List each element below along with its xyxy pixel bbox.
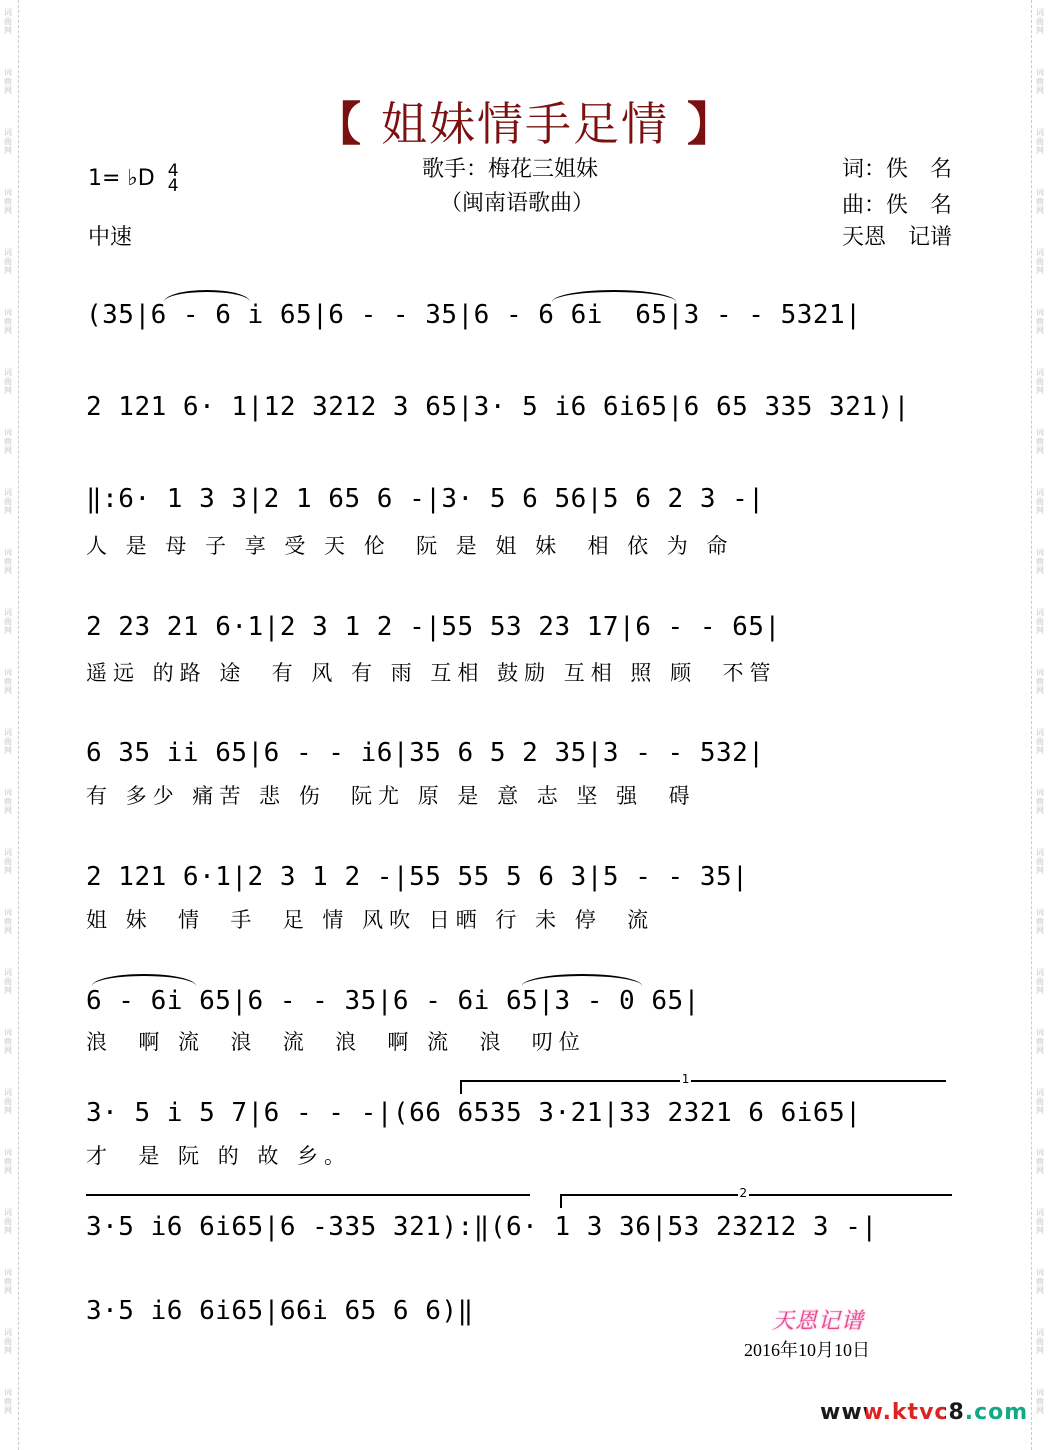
watermark-text: 词曲网 <box>4 128 12 155</box>
watermark-text: 词曲网 <box>4 428 12 455</box>
watermark-text: 词曲网 <box>4 368 12 395</box>
watermark-text: 词曲网 <box>4 68 12 95</box>
watermark-text: 词曲网 <box>4 308 12 335</box>
watermark-text: 词曲网 <box>4 1148 12 1175</box>
composer: 曲：佚 名 <box>842 193 953 218</box>
watermark-text: 词曲网 <box>1036 968 1044 995</box>
watermark-text: 词曲网 <box>1036 368 1044 395</box>
watermark-text: 词曲网 <box>1036 1388 1044 1415</box>
watermark-text: 词曲网 <box>4 8 12 35</box>
title-right-bracket: 】 <box>687 97 735 151</box>
transcriber: 天恩 记谱 <box>842 225 953 250</box>
watermark-text: 词曲网 <box>4 1268 12 1295</box>
website-url[interactable] <box>820 1400 1028 1425</box>
score-line-7-lyrics: 浪 啊 流 浪 流 浪 啊 流 浪 叨位 <box>86 1030 586 1054</box>
score-line-2-notes: 2 121 6· 1|12 3212 3 65|3· 5 i6 6i65|6 65 335 321)| <box>86 392 910 422</box>
watermark-text: 词曲网 <box>4 968 12 995</box>
watermark-text: 词曲网 <box>1036 1148 1044 1175</box>
watermark-text: 词曲网 <box>4 728 12 755</box>
lyricist: 词：佚 名 <box>842 157 953 182</box>
transcriber-signature: 天恩记谱 <box>772 1309 865 1334</box>
watermark-text: 词曲网 <box>4 608 12 635</box>
watermark-text: 词曲网 <box>4 188 12 215</box>
watermark-text: 词曲网 <box>4 1028 12 1055</box>
title-text: 姐妹情手足情 <box>381 97 669 151</box>
score-line-4-notes: 2 23 21 6·1|2 3 1 2 -|55 53 23 17|6 - - 65| <box>86 612 781 642</box>
watermark-text: 词曲网 <box>1036 608 1044 635</box>
watermark-text: 词曲网 <box>1036 1028 1044 1055</box>
watermark-text: 词曲网 <box>4 248 12 275</box>
website-text: www.ktvc8.com <box>820 1400 1029 1425</box>
time-sig-bottom: 4 <box>167 176 179 196</box>
watermark-text: 词曲网 <box>4 548 12 575</box>
score-line-5-notes: 6 35 ii 65|6 - - i6|35 6 5 2 35|3 - - 532| <box>86 738 765 768</box>
watermark-text: 词曲网 <box>1036 1328 1044 1355</box>
watermark-text: 词曲网 <box>4 848 12 875</box>
genre: （闽南语歌曲） <box>440 191 595 216</box>
song-title <box>0 88 1050 154</box>
singer: 歌手：梅花三姐妹 <box>422 157 599 182</box>
watermark-text: 词曲网 <box>1036 788 1044 815</box>
time-sig-top: 4 <box>167 161 179 181</box>
watermark-text: 词曲网 <box>4 908 12 935</box>
watermark-text: 词曲网 <box>4 668 12 695</box>
watermark-text: 词曲网 <box>1036 8 1044 35</box>
slur <box>164 290 250 302</box>
second-ending-number: 2 <box>739 1186 748 1200</box>
score-line-7-notes: 6 - 6i 65|6 - - 35|6 - 6i 65|3 - 0 65| <box>86 986 700 1016</box>
first-ending-continuation <box>86 1194 530 1208</box>
score-line-5-lyrics: 有 多少 痛苦 悲 伤 阮尤 原 是 意 志 坚 强 碍 <box>86 784 696 808</box>
watermark-text: 词曲网 <box>4 1328 12 1355</box>
first-ending-number: 1 <box>681 1072 690 1086</box>
watermark-text: 词曲网 <box>1036 1208 1044 1235</box>
watermark-text: 词曲网 <box>4 1208 12 1235</box>
watermark-text: 词曲网 <box>1036 728 1044 755</box>
first-ending-bracket <box>460 1072 946 1094</box>
score-line-3-notes: ‖:6· 1 3 3|2 1 65 6 -|3· 5 6 56|5 6 2 3 -| <box>86 484 765 514</box>
watermark-text: 词曲网 <box>4 488 12 515</box>
right-watermark-strip <box>1031 0 1050 1450</box>
watermark-text: 词曲网 <box>1036 68 1044 95</box>
watermark-text: 词曲网 <box>1036 188 1044 215</box>
left-watermark-strip <box>0 0 19 1450</box>
watermark-text: 词曲网 <box>1036 908 1044 935</box>
watermark-text: 词曲网 <box>1036 1088 1044 1115</box>
key-text: 1= ♭D <box>88 166 155 191</box>
watermark-text: 词曲网 <box>1036 548 1044 575</box>
tempo: 中速 <box>88 225 133 250</box>
title-left-bracket: 【 <box>315 97 363 151</box>
score-line-6-notes: 2 121 6·1|2 3 1 2 -|55 55 5 6 3|5 - - 35| <box>86 862 749 892</box>
slur <box>92 974 196 986</box>
score-line-9-notes: 3·5 i6 6i65|6 -335 321):‖(6· 1 3 36|53 23212 3 -| <box>86 1212 878 1242</box>
watermark-text: 词曲网 <box>1036 1268 1044 1295</box>
slur <box>522 974 642 986</box>
time-signature <box>167 161 179 196</box>
second-ending-bracket <box>560 1186 952 1208</box>
score-line-4-lyrics: 遥远 的路 途 有 风 有 雨 互相 鼓励 互相 照 顾 不管 <box>86 661 777 685</box>
watermark-text: 词曲网 <box>1036 128 1044 155</box>
score-line-8-notes: 3· 5 i 5 7|6 - - -|(66 6535 3·21|33 2321 6 6i65| <box>86 1098 862 1128</box>
watermark-text: 词曲网 <box>1036 668 1044 695</box>
watermark-text: 词曲网 <box>4 788 12 815</box>
watermark-text: 词曲网 <box>1036 248 1044 275</box>
watermark-text: 词曲网 <box>4 1388 12 1415</box>
score-line-10-notes: 3·5 i6 6i65|66i 65 6 6)‖ <box>86 1296 474 1326</box>
watermark-text: 词曲网 <box>4 1088 12 1115</box>
key-signature <box>88 161 179 196</box>
score-line-8-lyrics: 才 是 阮 的 故 乡。 <box>86 1144 352 1168</box>
score-line-1-notes: (35|6 - 6 i 65|6 - - 35|6 - 6 6i 65|3 - - 5321| <box>86 300 862 330</box>
watermark-text: 词曲网 <box>1036 428 1044 455</box>
watermark-text: 词曲网 <box>1036 848 1044 875</box>
date: 2016年10月10日 <box>744 1340 870 1360</box>
watermark-text: 词曲网 <box>1036 308 1044 335</box>
score-line-3-lyrics: 人 是 母 子 享 受 天 伦 阮 是 姐 妹 相 依 为 命 <box>86 534 734 558</box>
watermark-text: 词曲网 <box>1036 488 1044 515</box>
slur <box>552 290 676 302</box>
score-line-6-lyrics: 姐 妹 情 手 足 情 风吹 日晒 行 未 停 流 <box>86 908 655 932</box>
